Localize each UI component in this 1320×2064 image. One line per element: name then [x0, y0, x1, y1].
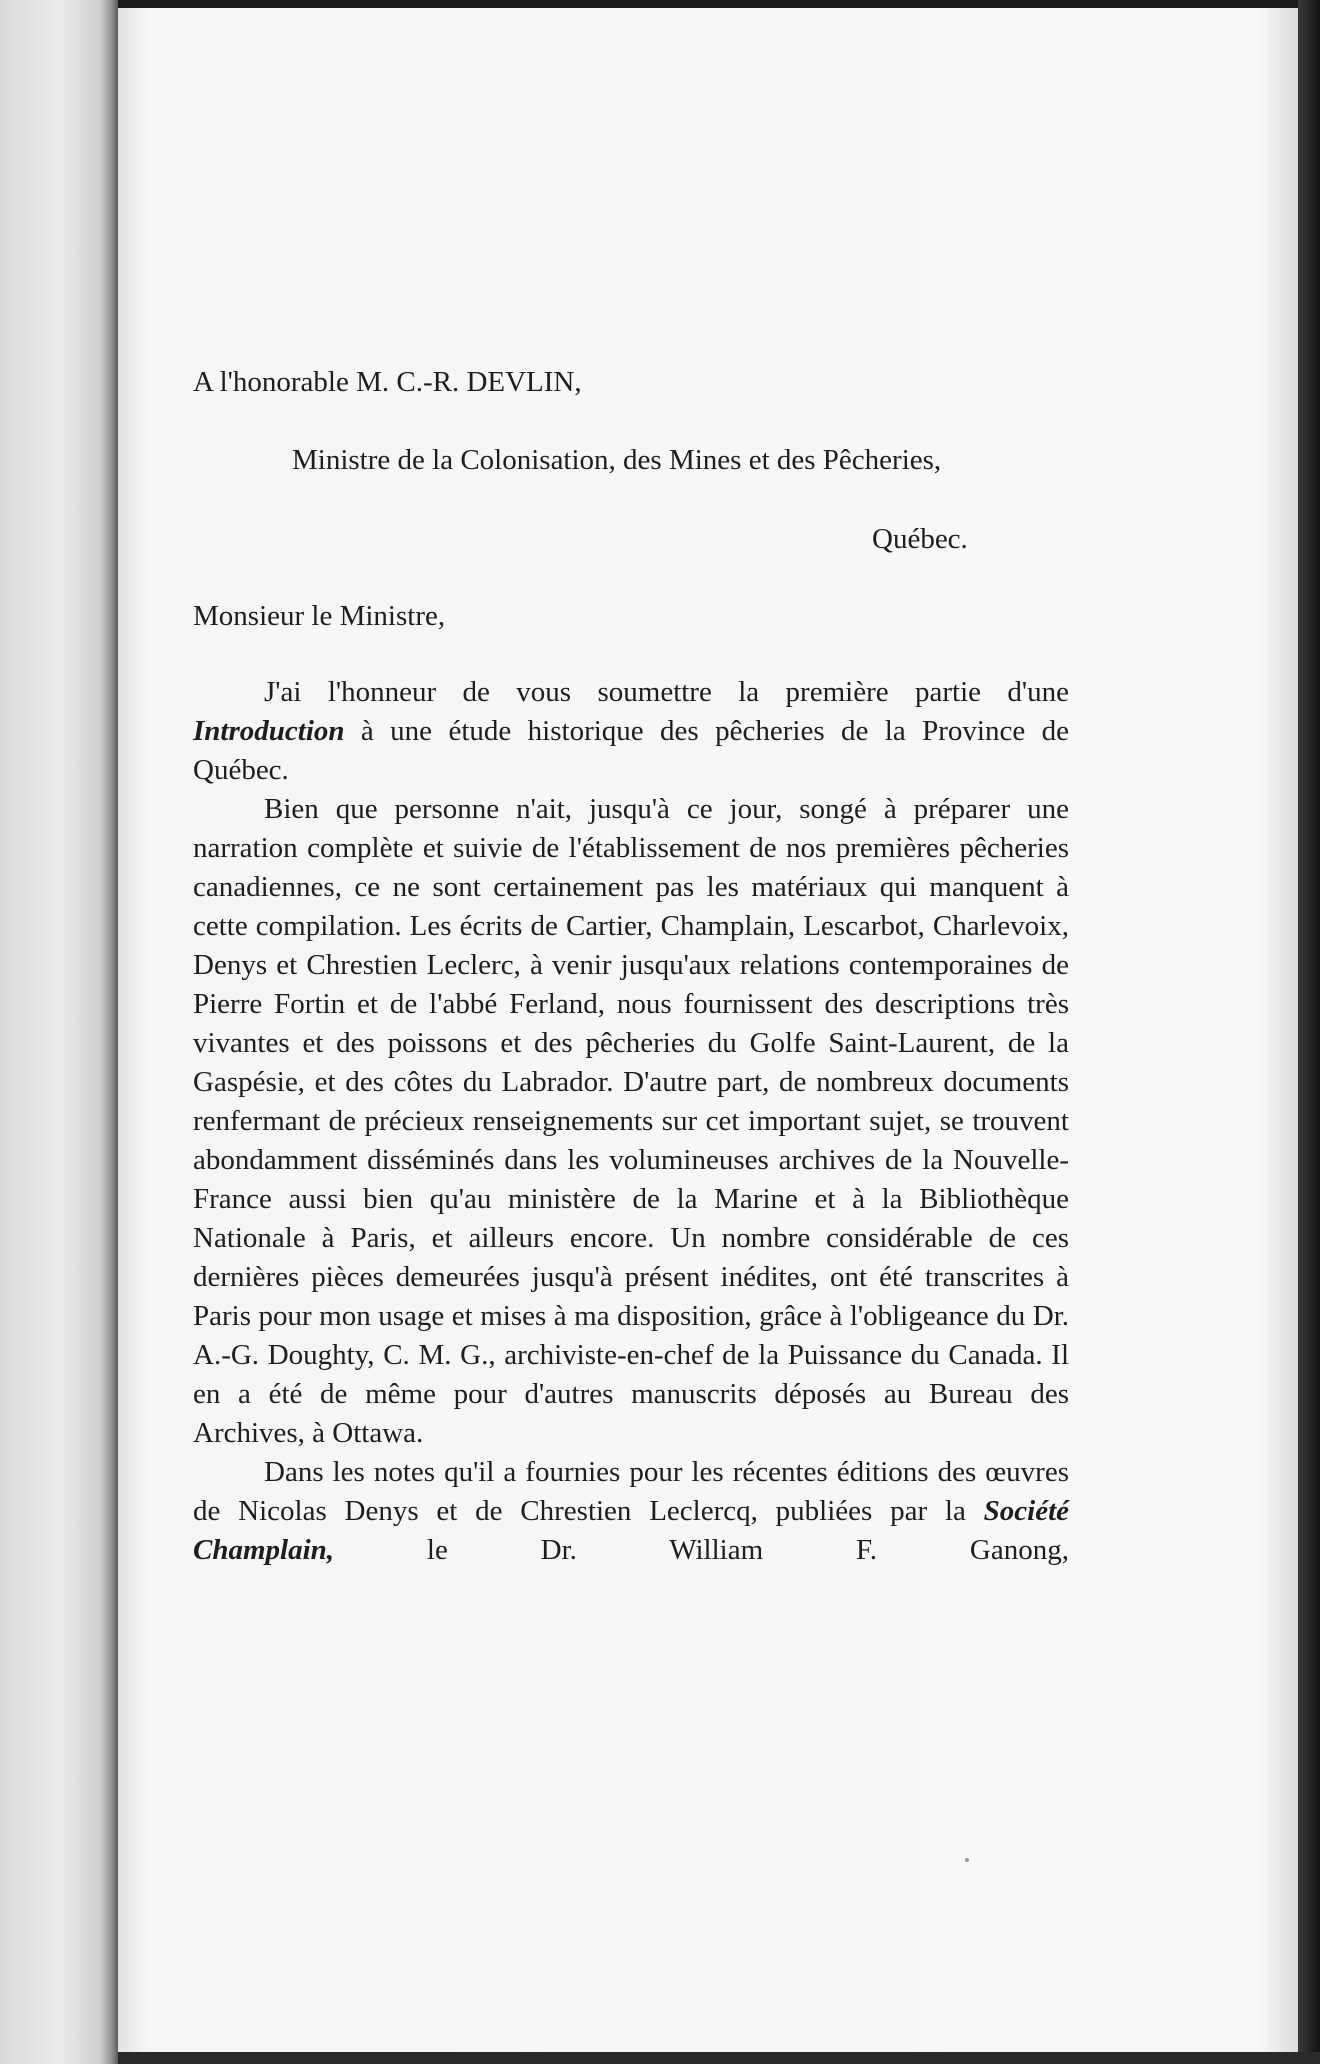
- paragraph-3: [193, 1453, 1069, 1570]
- paragraph-3-start: Dans les notes qu'il a fournies pour les récentes éditions des œuvres de Nicolas Denys et de Chrestien Leclercq, publiées par la: [193, 1456, 1069, 1527]
- paragraph-1-start: J'ai l'honneur de vous soumettre la première partie d'une: [264, 676, 1069, 708]
- right-scan-border: [1298, 0, 1320, 2064]
- top-scan-border: [118, 0, 1320, 8]
- paragraph-3-end: le Dr. William F. Ganong,: [334, 1534, 1069, 1566]
- salutation: Monsieur le Ministre,: [193, 600, 446, 632]
- italic-title-introduction: Introduction: [193, 715, 345, 747]
- paragraph-1: [193, 673, 1069, 790]
- paragraph-2: Bien que personne n'ait, jusqu'à ce jour, songé à préparer une narration complète et suivie de l'établissement de nos premières pêcheries canadiennes, ce ne sont certainement pas les matériaux qui manquent à cette compilation. Les écrits de Cartier, Champlain, Lescarbot, Charlevoix, Denys et Chrestien Leclerc, à venir jusqu'aux relations contemporaines de Pierre Fortin et de l'abbé Ferland, nous fournissent des descriptions très vivantes et des poissons et des pêcheries du Golfe Saint-Laurent, de la Gaspésie, et des côtes du Labrador. D'autre part, de nombreux documents renfermant de précieux renseignements sur cet important sujet, se trouvent abondamment disséminés dans les volumineuses archives de la Nouvelle-France aussi bien qu'au ministère de la Marine et à la Bibliothèque Nationale à Paris, et ailleurs encore. Un nombre considérable de ces dernières pièces demeurées jusqu'à présent inédites, ont été transcrites à Paris pour mon usage et mises à ma disposition, grâce à l'obligeance du Dr. A.-G. Doughty, C. M. G., archiviste-en-chef de la Puissance du Canada. Il en a été de même pour d'autres manuscrits déposés au Bureau des Archives, à Ottawa.: [193, 793, 1069, 1449]
- addressee-name: A l'honorable M. C.-R. DEVLIN,: [193, 366, 582, 398]
- left-page-edge: [0, 0, 118, 2064]
- bottom-scan-border: [118, 2052, 1320, 2064]
- addressee-city: Québec.: [872, 523, 968, 555]
- addressee-title: Ministre de la Colonisation, des Mines et des Pêcheries,: [292, 444, 942, 476]
- italic-societe-champlain: Société Champlain,: [193, 1495, 1069, 1566]
- paragraph-1-end: à une étude historique des pêcheries de la Province de Québec.: [193, 715, 1069, 786]
- dust-speck: [965, 1858, 969, 1862]
- letter-body: [193, 673, 1069, 1570]
